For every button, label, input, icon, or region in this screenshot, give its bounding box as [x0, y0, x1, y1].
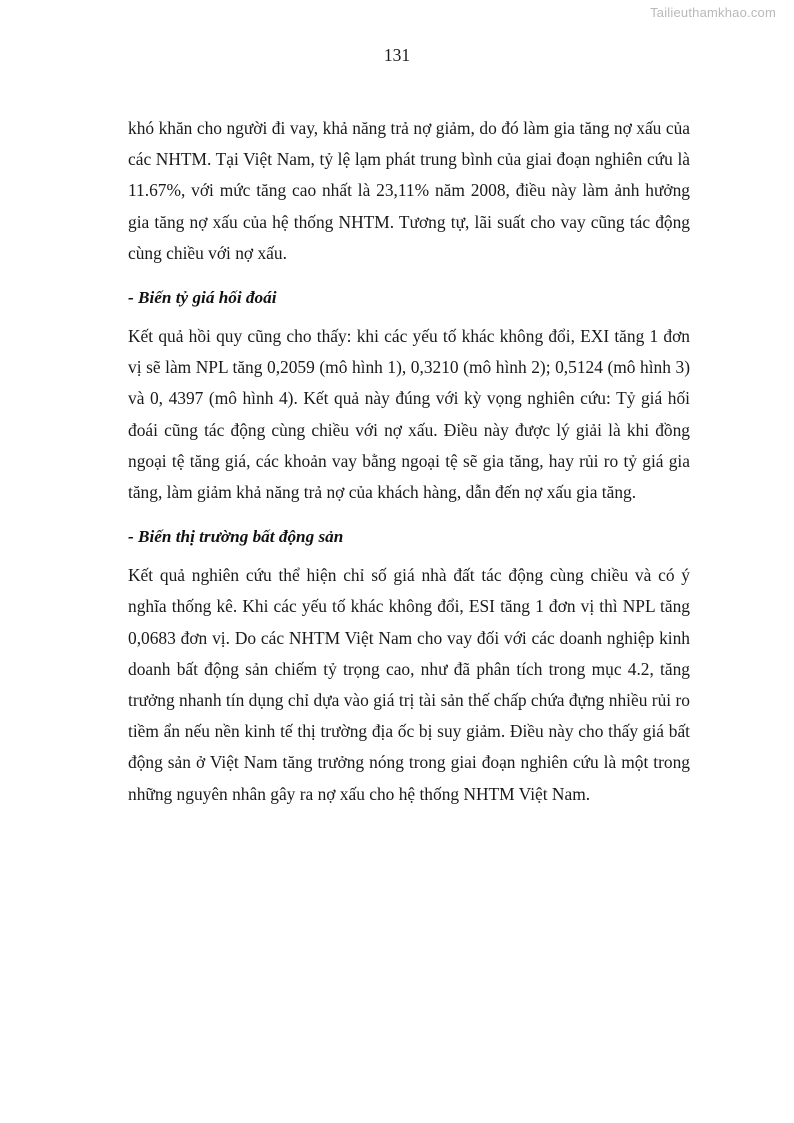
heading-exchange-rate-variable: - Biến tỷ giá hối đoái	[128, 288, 277, 308]
site-watermark: Tailieuthamkhao.com	[650, 5, 776, 20]
paragraph-real-estate-results: Kết quả nghiên cứu thể hiện chỉ số giá nhà đất tác động cùng chiều và có ý nghĩa thống kê. Khi các yếu tố khác không đổi, ESI tăng 1 đơn vị thì NPL tăng 0,0683 đơn vị. Do các NHTM Việt Nam cho vay đối với các doanh nghiệp kinh doanh bất động sản chiếm tỷ trọng cao, như đã phân tích trong mục 4.2, tăng trưởng nhanh tín dụng chỉ dựa vào giá trị tài sản thế chấp chứa đựng nhiều rủi ro tiềm ẩn nếu nền kinh tế thị trường địa ốc bị suy giảm. Điều này cho thấy giá bất động sản ở Việt Nam tăng trưởng nóng trong giai đoạn nghiên cứu là một trong những nguyên nhân gây ra nợ xấu cho hệ thống NHTM Việt Nam.	[128, 565, 690, 804]
paragraph-exchange-rate-results: Kết quả hồi quy cũng cho thấy: khi các yếu tố khác không đổi, EXI tăng 1 đơn vị sẽ làm NPL tăng 0,2059 (mô hình 1), 0,3210 (mô hình 2); 0,5124 (mô hình 3) và 0, 4397 (mô hình 4). Kết quả này đúng với kỳ vọng nghiên cứu: Tỷ giá hối đoái cũng tác động cùng chiều với nợ xấu. Điều này được lý giải là khi đồng ngoại tệ tăng giá, các khoản vay bằng ngoại tệ sẽ gia tăng, hay rủi ro tỷ giá gia tăng, làm giảm khả năng trả nợ của khách hàng, dẫn đến nợ xấu gia tăng.	[128, 326, 690, 503]
page-number: 131	[383, 45, 411, 65]
heading-real-estate-market-variable: - Biến thị trường bất động sản	[128, 527, 344, 547]
page-body	[128, 113, 690, 810]
paragraph-inflation-interest-rate: khó khăn cho người đi vay, khả năng trả nợ giảm, do đó làm gia tăng nợ xấu của các NHTM. Tại Việt Nam, tỷ lệ lạm phát trung bình của giai đoạn nghiên cứu là 11.67%, với mức tăng cao nhất là 23,11% năm 2008, điều này làm ảnh hưởng gia tăng nợ xấu của hệ thống NHTM. Tương tự, lãi suất cho vay cũng tác động cùng chiều với nợ xấu.	[128, 118, 690, 263]
